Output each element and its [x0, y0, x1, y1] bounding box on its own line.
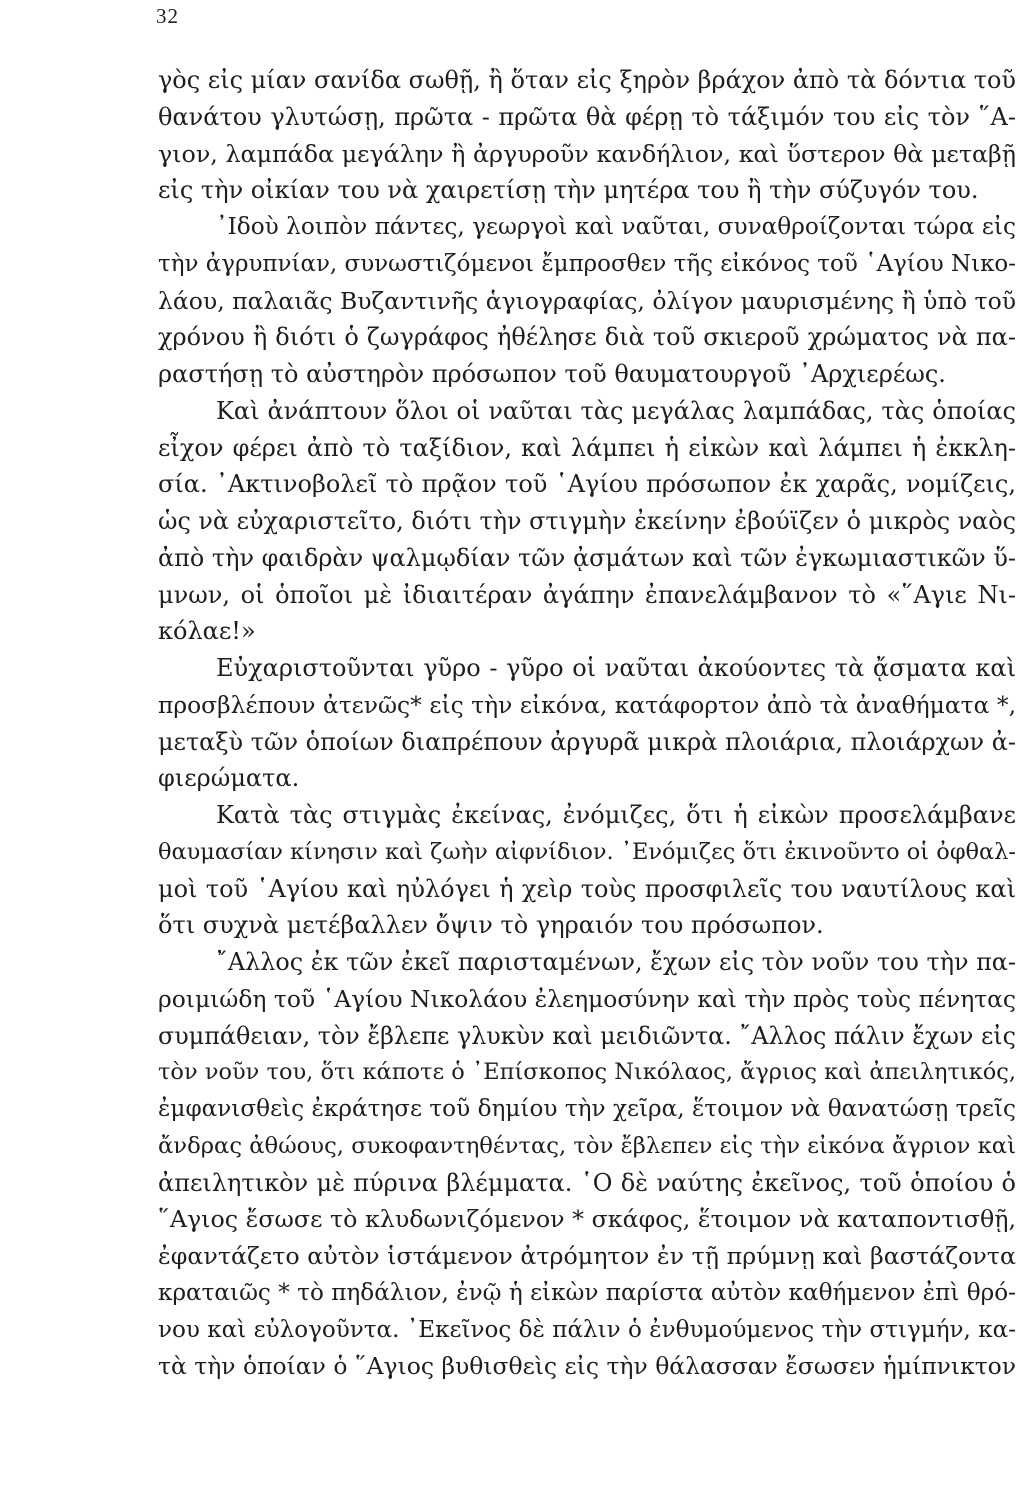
text-line: θαυμασίαν κίνησιν καὶ ζωὴν αἰφνίδιον. ᾿Ενόμιζες ὅτι ἐκινοῦντο οἱ ὀφθαλ- [158, 838, 1016, 865]
text-line: θανάτου γλυτώσῃ, πρῶτα - πρῶτα θὰ φέρῃ τὸ τάξιμόν του εἰς τὸν ῞Α- [158, 102, 1016, 131]
text-line: νου καὶ εὐλογοῦντα. ᾿Εκεῖνος δὲ πάλιν ὁ ἐνθυμούμενος τὴν στιγμήν, κα- [158, 1316, 1016, 1343]
text-line: σία. ᾿Ακτινοβολεῖ τὸ πρᾷον τοῦ ῾Αγίου πρόσωπον ἐκ χαρᾶς, νομίζεις, [158, 470, 1016, 499]
text-line: μοὶ τοῦ ῾Αγίου καὶ ηὐλόγει ἡ χεὶρ τοὺς προσφιλεῖς του ναυτίλους καὶ [158, 874, 1016, 903]
text-line: γὸς εἰς μίαν σανίδα σωθῇ, ἢ ὅταν εἰς ξηρὸν βράχον ἀπὸ τὰ δόντια τοῦ [158, 66, 1016, 94]
text-line: ἀπὸ τὴν φαιδρὰν ψαλμῳδίαν τῶν ᾀσμάτων καὶ τῶν ἐγκωμιαστικῶν ὕ- [158, 543, 1016, 572]
text-line: ἀπειλητικὸν μὲ πύρινα βλέμματα. ῾Ο δὲ ναύτης ἐκεῖνος, τοῦ ὁποίου ὁ [158, 1168, 1016, 1197]
text-line: Κατὰ τὰς στιγμὰς ἐκείνας, ἐνόμιζες, ὅτι ἡ εἰκὼν προσελάμβανε [216, 801, 1016, 829]
text-line: ἐφαντάζετο αὐτὸν ἱστάμενον ἀτρόμητον ἐν τῇ πρύμνῃ καὶ βαστάζοντα [158, 1242, 1016, 1270]
text-line: κόλαε!» [158, 617, 256, 646]
text-line: ῞Αγιος ἔσωσε τὸ κλυδωνιζόμενον * σκάφος, ἕτοιμον νὰ καταποντισθῇ, [158, 1205, 1016, 1234]
text-line: ᾿Ιδοὺ λοιπὸν πάντες, γεωργοὶ καὶ ναῦται, συναθροίζονται τώρα εἰς [216, 213, 1016, 240]
text-line: μνων, οἱ ὁποῖοι μὲ ἰδιαιτέραν ἀγάπην ἐπανελάμβανον τὸ «῞Αγιε Νι- [158, 580, 1016, 609]
page-number: 32 [156, 4, 179, 28]
text-line: Καὶ ἀνάπτουν ὅλοι οἱ ναῦται τὰς μεγάλας λαμπάδας, τὰς ὁποίας [216, 396, 1016, 425]
text-line: εἶχον φέρει ἀπὸ τὸ ταξίδιον, καὶ λάμπει ἡ εἰκὼν καὶ λάμπει ἡ ἐκκλη- [158, 433, 1016, 462]
text-line: ραστήσῃ τὸ αὐστηρὸν πρόσωπον τοῦ θαυματουργοῦ ᾿Αρχιερέως. [158, 360, 946, 388]
text-line: λάου, παλαιᾶς Βυζαντινῆς ἁγιογραφίας, ὀλίγον μαυρισμένης ἢ ὑπὸ τοῦ [158, 286, 1016, 315]
text-line: ῎Αλλος ἐκ τῶν ἐκεῖ παρισταμένων, ἔχων εἰς τὸν νοῦν του τὴν πα- [216, 948, 1016, 976]
text-line: χρόνου ἢ διότι ὁ ζωγράφος ἠθέλησε διὰ τοῦ σκιεροῦ χρώματος νὰ πα- [158, 323, 1016, 352]
text-line: ὅτι συχνὰ μετέβαλλεν ὄψιν τὸ γηραιόν του πρόσωπον. [158, 911, 824, 940]
text-line: τὸν νοῦν του, ὅτι κάποτε ὁ ᾿Επίσκοπος Νικόλαος, ἄγριος καὶ ἀπειλητικός, [158, 1059, 1016, 1086]
text-line: ἄνδρας ἀθώους, συκοφαντηθέντας, τὸν ἔβλεπεν εἰς τὴν εἰκόνα ἄγριον καὶ [158, 1132, 1016, 1159]
text-line: συμπάθειαν, τὸν ἔβλεπε γλυκὺν καὶ μειδιῶντα. ῎Αλλος πάλιν ἔχων εἰς [158, 1021, 1016, 1050]
text-line: τὰ τὴν ὁποίαν ὁ ῞Αγιος βυθισθεὶς εἰς τὴν θάλασσαν ἔσωσεν ἡμίπνικτον [158, 1352, 1016, 1381]
text-line: κραταιῶς * τὸ πηδάλιον, ἐνῷ ἡ εἰκὼν παρίστα αὐτὸν καθήμενον ἐπὶ θρό- [158, 1279, 1016, 1306]
text-line: ὡς νὰ εὐχαριστεῖτο, διότι τὴν στιγμὴν ἐκείνην ἐβούϊζεν ὁ μικρὸς ναὸς [158, 507, 1016, 535]
text-line: Εὐχαριστοῦνται γῦρο - γῦρο οἱ ναῦται ἀκούοντες τὰ ᾄσματα καὶ [216, 654, 1016, 682]
body-text [158, 62, 1016, 1385]
text-line: ἐμφανισθεὶς ἐκράτησε τοῦ δημίου τὴν χεῖρα, ἕτοιμον νὰ θανατώσῃ τρεῖς [158, 1096, 1016, 1122]
text-line: μεταξὺ τῶν ὁποίων διαπρέπουν ἀργυρᾶ μικρὰ πλοιάρια, πλοιάρχων ἀ- [158, 727, 1016, 756]
text-line: τὴν ἀγρυπνίαν, συνωστιζόμενοι ἔμπροσθεν τῆς εἰκόνος τοῦ ῾Αγίου Νικο- [158, 250, 1016, 277]
text-line: φιερώματα. [158, 764, 300, 793]
text-line: εἰς τὴν οἰκίαν του νὰ χαιρετίσῃ τὴν μητέρα του ἢ τὴν σύζυγόν του. [158, 176, 979, 205]
text-line: γιον, λαμπάδα μεγάλην ἢ ἀργυροῦν κανδήλιον, καὶ ὕστερον θὰ μεταβῇ [158, 139, 1016, 168]
text-line: προσβλέπουν ἀτενῶς* εἰς τὴν εἰκόνα, κατάφορτον ἀπὸ τὰ ἀναθήματα *, [158, 690, 1016, 719]
text-line: ροιμιώδη τοῦ ῾Αγίου Νικολάου ἐλεημοσύνην καὶ τὴν πρὸς τοὺς πένητας [158, 984, 1016, 1013]
